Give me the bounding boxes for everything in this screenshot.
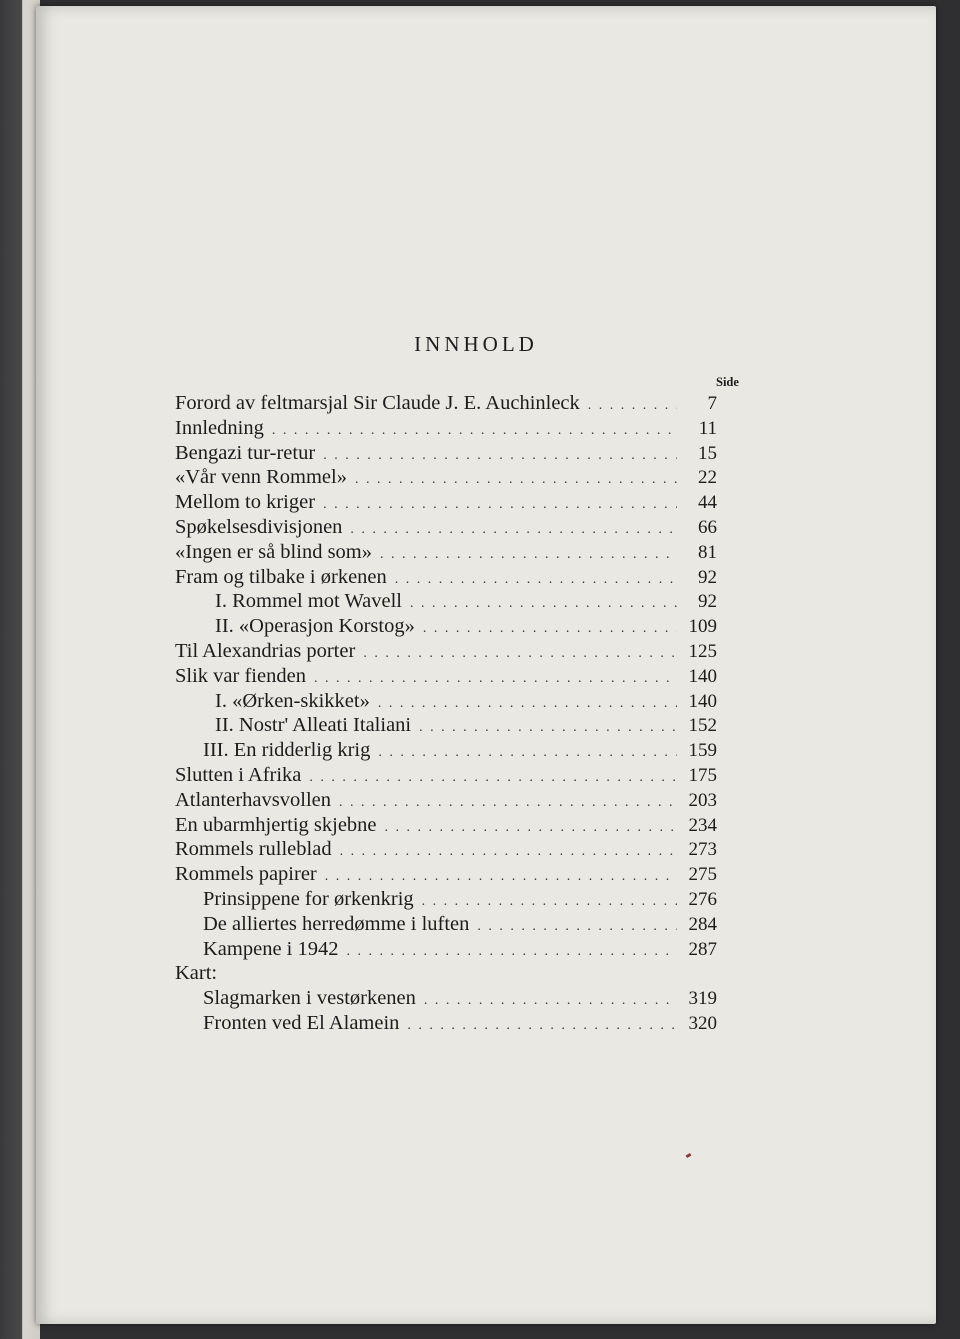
toc-entry-title: Prinsippene for ørkenkrig — [203, 887, 414, 910]
toc-entry-title: Fronten ved El Alamein — [203, 1011, 400, 1034]
dot-leader — [422, 894, 677, 910]
dot-leader — [378, 745, 677, 761]
toc-subentry — [175, 987, 717, 1012]
toc-entry — [175, 466, 717, 491]
toc-subentry — [175, 913, 717, 938]
toc-entry-page: 7 — [707, 393, 717, 414]
dot-leader — [323, 448, 677, 464]
toc-entry — [175, 789, 717, 814]
toc-entry-title: Forord av feltmarsjal Sir Claude J. E. Auchinleck — [175, 392, 580, 414]
dot-leader — [423, 621, 677, 637]
dot-leader — [350, 522, 677, 538]
toc-entry-title: Atlanterhavsvollen — [175, 788, 331, 811]
toc-entry-title: En ubarmhjertig skjebne — [175, 813, 377, 836]
toc-entry-title: Til Alexandrias porter — [175, 639, 356, 662]
dot-leader — [347, 944, 678, 960]
dot-leader — [395, 572, 677, 588]
toc-entry-page: 11 — [698, 417, 717, 439]
toc-entry-title: Slutten i Afrika — [175, 763, 302, 786]
toc-entry-title: Mellom to kriger — [175, 491, 316, 514]
toc-entry-title: Slik var fienden — [175, 664, 306, 687]
dot-leader — [325, 869, 677, 885]
toc-entry-page: 287 — [688, 938, 717, 960]
toc-subentry — [175, 690, 717, 715]
toc-entry-page: 273 — [688, 839, 717, 861]
toc-entry-page: 319 — [688, 988, 717, 1010]
toc-entry — [175, 962, 717, 987]
toc-entry-title: «Ingen er så blind som» — [175, 540, 372, 563]
toc-entry-page: 275 — [688, 864, 717, 886]
page-column-label: Side — [716, 375, 739, 389]
toc-entry — [175, 417, 717, 442]
dot-leader — [477, 919, 677, 935]
dot-leader — [363, 646, 677, 662]
toc-entry-page: 66 — [698, 516, 717, 538]
toc-entry — [175, 491, 717, 516]
toc-entry-page: 140 — [688, 665, 717, 687]
toc-entry-title: Rommels rulleblad — [175, 838, 332, 861]
toc-entry-page: 152 — [688, 715, 717, 737]
toc-entry-page: 276 — [688, 888, 717, 910]
toc-subentry — [175, 590, 717, 615]
toc-entry — [175, 516, 717, 541]
toc-subentry — [175, 1012, 717, 1037]
toc-entry-title: Kart: — [175, 962, 218, 985]
dot-leader — [380, 547, 677, 563]
toc-entry-page: 320 — [688, 1012, 717, 1034]
toc-entry-page: 44 — [698, 492, 717, 514]
toc-entry-page: 284 — [688, 913, 717, 935]
dot-leader — [314, 671, 677, 687]
dot-leader — [378, 696, 677, 712]
toc-entry-title: I. Rommel mot Wavell — [215, 590, 403, 613]
toc-entry-title: I. «Ørken-skikket» — [215, 689, 370, 712]
toc-entry-page: 125 — [688, 640, 717, 662]
toc-entry-title: Spøkelsesdivisjonen — [175, 515, 343, 538]
toc-entry-page: 15 — [698, 442, 717, 464]
toc-entry-title: Kampene i 1942 — [203, 937, 339, 960]
toc-entry — [175, 665, 717, 690]
dot-leader — [385, 820, 677, 836]
toc-subentry — [175, 888, 717, 913]
toc-entry-title: De alliertes herredømme i luften — [203, 912, 470, 935]
toc-entry — [175, 392, 717, 417]
toc-entry-title: II. «Operasjon Korstog» — [215, 615, 415, 638]
toc-entry — [175, 541, 717, 566]
toc-subentry — [175, 938, 717, 963]
toc-entry-page: 203 — [688, 789, 717, 811]
toc-entry-title: Innledning — [175, 416, 264, 439]
toc-entry-title: Bengazi tur-retur — [175, 441, 316, 464]
dot-leader — [355, 472, 677, 488]
toc-entry — [175, 442, 717, 467]
toc-entry — [175, 863, 717, 888]
page-title: INNHOLD — [414, 332, 538, 356]
dot-leader — [340, 844, 677, 860]
toc-entry-page: 234 — [688, 814, 717, 836]
toc-subentry — [175, 615, 717, 640]
dot-leader — [339, 795, 677, 811]
toc-entry-page: 22 — [698, 467, 717, 489]
dot-leader — [272, 423, 677, 439]
toc-subentry — [175, 739, 717, 764]
toc-entry-title: «Vår venn Rommel» — [175, 466, 347, 489]
toc-entry — [175, 838, 717, 863]
toc-entry-title: Rommels papirer — [175, 863, 317, 886]
dot-leader — [424, 993, 677, 1009]
toc-entry-page: 92 — [698, 566, 717, 588]
dot-leader — [309, 770, 677, 786]
ink-speck — [686, 1153, 692, 1158]
toc-entry-title: III. En ridderlig krig — [203, 739, 371, 762]
dot-leader — [410, 596, 677, 612]
toc-entry-page: 92 — [698, 591, 717, 613]
toc-entry — [175, 764, 717, 789]
table-of-contents — [175, 392, 717, 1037]
toc-entry-page: 109 — [688, 616, 717, 638]
toc-entry — [175, 640, 717, 665]
toc-entry-title: II. Nostr' Alleati Italiani — [215, 714, 412, 737]
toc-entry-page: 159 — [688, 740, 717, 762]
toc-entry-page: 175 — [688, 764, 717, 786]
toc-entry-title: Fram og tilbake i ørkenen — [175, 565, 387, 588]
dot-leader — [588, 398, 677, 414]
dot-leader — [323, 497, 677, 513]
dot-leader — [407, 1018, 677, 1034]
book-cover-edge — [0, 0, 40, 1339]
toc-entry-page: 140 — [688, 690, 717, 712]
dot-leader — [419, 720, 677, 736]
toc-subentry — [175, 714, 717, 739]
toc-entry — [175, 566, 717, 591]
toc-entry — [175, 814, 717, 839]
toc-entry-title: Slagmarken i vestørkenen — [203, 987, 416, 1010]
toc-entry-page: 81 — [698, 541, 717, 563]
